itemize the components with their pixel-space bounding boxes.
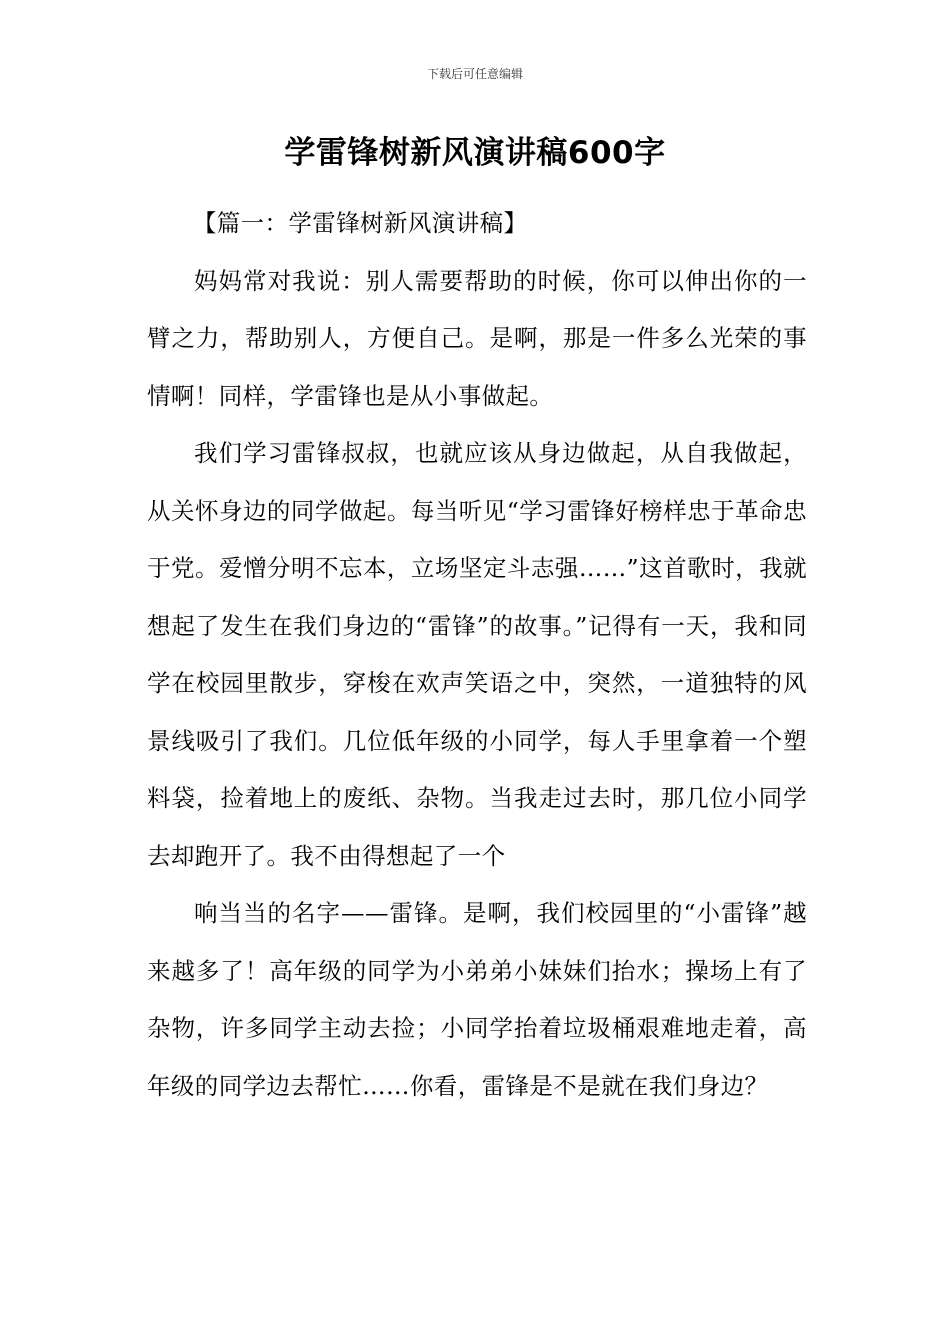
- download-note: 下载后可任意编辑: [426, 67, 523, 81]
- paragraph-2: 我们学习雷锋叔叔，也就应该从身边做起，从自我做起，从关怀身边的同学做起。每当听见“学习雷锋好榜样忠于革命忠于党。爱憎分明不忘本，立场坚定斗志强……”这首歌时，我就想起了发生在我们身边的“雷锋”的故事。”记得有一天，我和同学在校园里散步，穿梭在欢声笑语之中，突然，一道独特的风景线吸引了我们。几位低年级的小同学，每人手里拿着一个塑料袋，捡着地上的废纸、杂物。当我走过去时，那几位小同学去却跑开了。我不由得想起了一个: [147, 439, 807, 870]
- paragraph-1: 妈妈常对我说：别人需要帮助的时候，你可以伸出你的一臂之力，帮助别人，方便自己。是啊，那是一件多么光荣的事情啊！同样，学雷锋也是从小事做起。: [147, 266, 807, 410]
- document-body: [147, 195, 807, 1115]
- section-heading: 【篇一：学雷锋树新风演讲稿】: [192, 209, 528, 237]
- paragraph-3: 响当当的名字——雷锋。是啊，我们校园里的“小雷锋”越来越多了！高年级的同学为小弟弟小妹妹们抬水；操场上有了杂物，许多同学主动去捡；小同学抬着垃圾桶艰难地走着，高年级的同学边去帮忙……你看，雷锋是不是就在我们身边？: [147, 899, 807, 1100]
- document-title: 学雷锋树新风演讲稿600字: [284, 135, 666, 171]
